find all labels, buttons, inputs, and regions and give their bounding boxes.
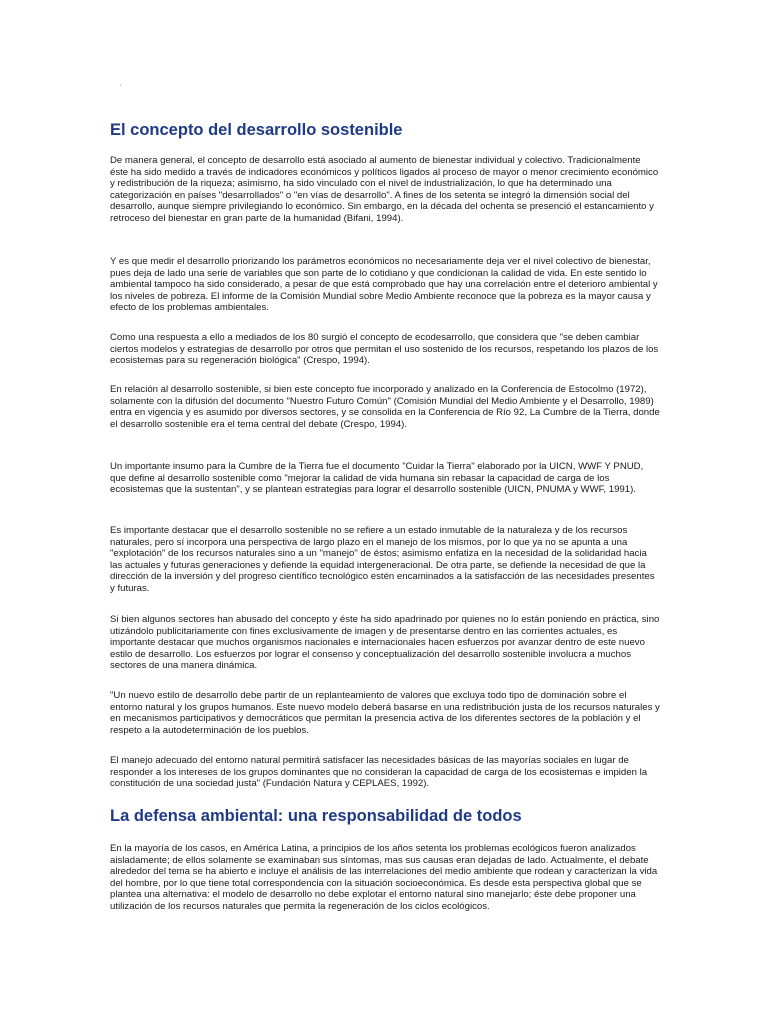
section-title: El concepto del desarrollo sostenible (110, 121, 403, 139)
quote-paragraph: El manejo adecuado del entorno natural permitirá satisfacer las necesidades básicas de las mayorías sociales en lugar de responder a los intereses de los grupos dominantes que no consideran la capacidad de carga de los ecosistemas e impiden la constitución de una sociedad justa" (Fundación Natura y CEPLAES, 1992). (110, 755, 648, 790)
scan-artifact-mark (120, 84, 121, 86)
body-paragraph: De manera general, el concepto de desarrollo está asociado al aumento de bienestar individual y colectivo. Tradicionalmente éste ha sido medido a través de indicadores económicos y políticos ligados al proceso de mayor o menor crecimiento económico y redistribución de la riqueza; asimismo, ha sido vinculado con el nivel de industrialización, lo que ha determinado una categorización en países "desarrollados" o "en vías de desarrollo". A fines de los setenta se integró la dimensión social del desarrollo, aunque siempre privilegiando lo económico. Sin embargo, en la década del ochenta se presenció el estancamiento y retroceso del bienestar en gran parte de la humanidad (Bifani, 1994). (110, 155, 659, 224)
body-paragraph: Es importante destacar que el desarrollo sostenible no se refiere a un estado inmutable de la naturaleza y de los recursos naturales, pero sí incorpora una perspectiva de largo plazo en el manejo de los mismos, por lo que ya no se apunta a una "explotación" de los recursos naturales sino a un "manejo" de éstos; asimismo enfatiza en la necesidad de la solidaridad hacia las actuales y futuras generaciones y defiende la equidad intergeneracional. De otra parte, se defiende la necesidad de que la dirección de la inversión y del progreso científico tecnológico estén encaminados a la satisfacción de las necesidades presentes y futuras. (110, 525, 655, 594)
quote-paragraph: "Un nuevo estilo de desarrollo debe partir de un replanteamiento de valores que excluya todo tipo de dominación sobre el entorno natural y los grupos humanos. Este nuevo modelo deberá basarse en una redistribución justa de los recursos naturales y en mecanismos participativos y democráticos que permitan la presencia activa de los diferentes sectores de la población y el respeto a la autodeterminación de los pueblos. (110, 690, 660, 736)
section2-title: La defensa ambiental: una responsabilidad de todos (110, 807, 522, 825)
section2-paragraph: En la mayoría de los casos, en América Latina, a principios de los años setenta los problemas ecológicos fueron analizados aisladamente; de ellos solamente se examinaban sus síntomas, mas sus causas eran dejadas de lado. Actualmente, el debate alrededor del tema se ha abierto e incluye el análisis de las interrelaciones del medio ambiente que rodean y caracterizan la vida del hombre, por lo que tiene total correspondencia con la situación socioeconómica. Es desde esta perspectiva global que se plantea una alternativa: el modelo de desarrollo no debe explotar el entorno natural sino manejarlo; éste debe proponer una utilización de los recursos naturales que permita la regeneración de los ciclos ecológicos. (110, 843, 658, 912)
body-paragraph: Como una respuesta a ello a mediados de los 80 surgió el concepto de ecodesarrollo, que considera que "se deben cambiar ciertos modelos y estrategias de desarrollo por otros que permitan el uso sostenido de los recursos, respetando los plazos de los ecosistemas para su regeneración biológica" (Crespo, 1994). (110, 332, 659, 367)
body-paragraph: En relación al desarrollo sostenible, si bien este concepto fue incorporado y analizado en la Conferencia de Estocolmo (1972), solamente con la difusión del documento "Nuestro Futuro Común" (Comisión Mundial del Medio Ambiente y el Desarrollo, 1989) entra en vigencia y es asumido por diversos sectores, y se consolida en la Conferencia de Río 92, La Cumbre de la Tierra, donde el desarrollo sostenible era el tema central del debate (Crespo, 1994). (110, 384, 660, 430)
body-paragraph: Un importante insumo para la Cumbre de la Tierra fue el documento "Cuidar la Tierra" elaborado por la UICN, WWF Y PNUD, que define al desarrollo sostenible como "mejorar la calidad de vida humana sin rebasar la capacidad de carga de los ecosistemas que la sustentan", y se plantean estrategias para lograr el desarrollo sostenible (UICN, PNUMA y WWF, 1991). (110, 461, 644, 496)
body-paragraph: Si bien algunos sectores han abusado del concepto y éste ha sido apadrinado por quienes no lo están poniendo en práctica, sino utizándolo publicitariamente con fines exclusivamente de imagen y de presentarse dentro en las corrientes actuales, es importante destacar que muchos organismos nacionales e internacionales hacen esfuerzos por avanzar dentro de este nuevo estilo de desarrollo. Los esfuerzos por lograr el consenso y conceptualización del desarrollo sostenible involucra a muchos sectores de una manera dinámica. (110, 614, 660, 672)
body-paragraph: Y es que medir el desarrollo priorizando los parámetros económicos no necesariamente deja ver el nivel colectivo de bienestar, pues deja de lado una serie de variables que son parte de lo cotidiano y que condicionan la calidad de vida. En este sentido lo ambiental tampoco ha sido considerado, a pesar de que está comprobado que hay una correlación entre el deterioro ambiental y los niveles de pobreza. El informe de la Comisión Mundial sobre Medio Ambiente reconoce que la pobreza es la mayor causa y efecto de los problemas ambientales. (110, 256, 658, 314)
